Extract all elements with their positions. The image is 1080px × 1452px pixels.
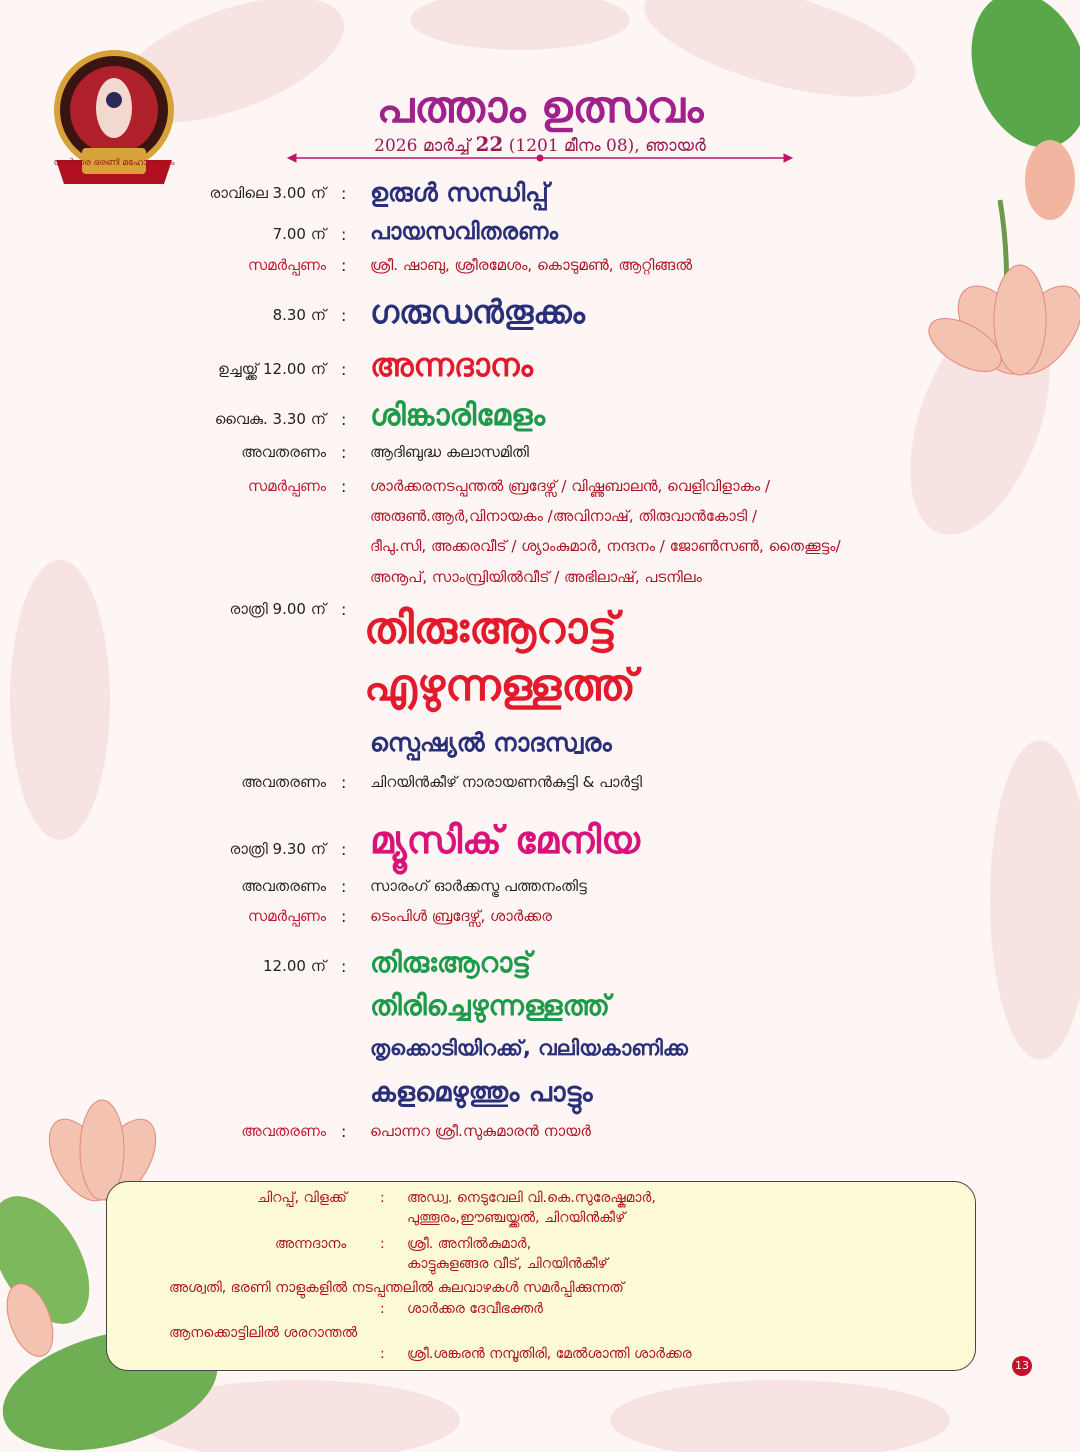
info-value: ശ്രീ.ശങ്കരൻ നമ്പൂതിരി, മേൽശാന്തി ശാർക്കര: [407, 1346, 692, 1362]
schedule-item: ചിറയിൻകീഴ് നാരായണൻകുട്ടി & പാർട്ടി: [370, 773, 643, 791]
schedule-time: രാത്രി 9.00 ന്: [229, 600, 326, 618]
separator: :: [341, 184, 347, 203]
schedule-item: പൊന്നറ ശ്രീ.സുകുമാരൻ നായർ: [370, 1122, 591, 1140]
separator: :: [380, 1236, 385, 1252]
schedule-item: പായസവിതരണം: [370, 219, 559, 245]
info-value: ശ്രീ. അനിൽകുമാർ,: [407, 1236, 532, 1252]
schedule-time: രാത്രി 9.30 ന്: [229, 840, 326, 858]
schedule-time: വൈകു. 3.30 ന്: [214, 410, 326, 428]
schedule-time: അവതരണം: [241, 443, 326, 461]
sponsor-line: ദീപു.സി, അക്കരവീട് / ശ്യാംകുമാർ, നന്ദനം / ജോൺസൺ, തൈക്കൂട്ടം/: [370, 537, 841, 555]
schedule-time: 7.00 ന്: [272, 225, 326, 243]
info-value: ശാർക്കര ദേവീഭക്തർ: [407, 1301, 543, 1317]
date-suffix: (1201 മീനം 08), ഞായർ: [508, 136, 706, 156]
page-title: പത്താം ഉത്സവം: [376, 82, 704, 133]
schedule-item: കളമെഴുത്തും പാട്ടും: [370, 1077, 593, 1108]
schedule-item: സ്പെഷ്യൽ നാദസ്വരം: [370, 728, 612, 757]
sponsor-line: അരുൺ.ആർ,വിനായകം /അവിനാഷ്, തിരുവാൻകോടി /: [370, 507, 758, 525]
separator: :: [341, 306, 347, 325]
schedule-item: സാരംഗ് ഓർക്കസ്ട്ര പത്തനംതിട്ട: [370, 877, 587, 895]
schedule-item: ശിങ്കാരിമേളം: [370, 398, 546, 433]
info-value: പുത്തൂരം,ഈഞ്ചയ്ക്കൽ, ചിറയിൻകീഴ്: [407, 1210, 626, 1226]
schedule-item: തിരുഃആറാട്ട്: [370, 946, 532, 979]
schedule-item: മ്യൂസിക് മേനിയ: [370, 818, 640, 862]
separator: :: [341, 443, 347, 462]
separator: :: [341, 477, 347, 496]
separator: :: [341, 225, 347, 244]
info-label: ആനക്കൊട്ടിലിൽ ശരറാന്തൽ: [169, 1325, 358, 1341]
separator: :: [341, 840, 347, 859]
separator: :: [341, 600, 347, 619]
schedule-item: ശ്രീ. ഷാബു, ശ്രീരമേശം, കൊടുമൺ, ആറ്റിങ്ങൽ: [370, 256, 693, 274]
schedule-time: 8.30 ന്: [272, 306, 326, 324]
separator: :: [341, 957, 347, 976]
schedule-item: തൃക്കൊടിയിറക്ക്, വലിയകാണിക്ക: [370, 1036, 688, 1060]
top-right-lotus: [920, 0, 1080, 387]
schedule-time: സമർപ്പണം: [247, 256, 326, 274]
separator: :: [341, 877, 347, 896]
highlight-line: എഴുന്നള്ളത്ത്: [364, 660, 636, 711]
date-day: 22: [475, 132, 504, 156]
separator: :: [341, 256, 347, 275]
schedule-time: അവതരണം: [241, 1122, 326, 1140]
info-value: അഡ്വ. നെടുവേലി വി.കെ.സുരേഷ്കുമാർ,: [407, 1190, 656, 1206]
schedule-time: 12.00 ന്: [263, 957, 326, 975]
schedule-item: തിരിച്ചെഴുന്നള്ളത്ത്: [370, 989, 610, 1022]
schedule-item: ഉരുൾ സന്ധിപ്പ്: [370, 178, 549, 207]
schedule-item: ടെംപിൾ ബ്രദേഴ്സ്, ശാർക്കര: [370, 907, 552, 925]
separator: :: [341, 1122, 347, 1141]
info-label: ചിറപ്പ്, വിളക്ക്: [257, 1190, 347, 1206]
schedule-time: സമർപ്പണം: [247, 477, 326, 495]
schedule-item: ആദിബുദ്ധ കലാസമിതി: [370, 443, 529, 461]
schedule-item: ഗരുഡൻതൂക്കം: [370, 293, 585, 331]
separator: :: [380, 1301, 385, 1317]
info-label: അശ്വതി, ഭരണി നാളുകളിൽ നടപ്പന്തലിൽ കുലവാഴകൾ സമർപ്പിക്കുന്നത്: [169, 1280, 624, 1296]
sponsor-line: ശാർക്കരനടപ്പന്തൽ ബ്രദേഴ്സ് / വിഷ്ണുബാലൻ, വെളിവിളാകം /: [370, 477, 771, 495]
logo-text: ശാർക്കര ഭരണി മഹോത്സവം: [53, 158, 175, 168]
schedule-time: അവതരണം: [241, 877, 326, 895]
sponsor-line: അനൂപ്, സാംമ്പ്രിയിൽവീട് / അഭിലാഷ്, പടനിലം: [370, 568, 702, 586]
separator: :: [341, 773, 347, 792]
page-number: 13: [1012, 1356, 1032, 1376]
schedule-time: അവതരണം: [241, 773, 326, 791]
highlight-line: തിരുഃആറാട്ട്: [364, 603, 618, 654]
schedule-time: സമർപ്പണം: [247, 907, 326, 925]
schedule-time: രാവിലെ 3.00 ന്: [209, 184, 326, 202]
schedule-time: ഉച്ചയ്ക്ക് 12.00 ന്: [217, 360, 326, 378]
separator: :: [341, 360, 347, 379]
event-date: [0, 132, 1080, 156]
schedule-item: അന്നദാനം: [370, 346, 533, 384]
separator: :: [341, 907, 347, 926]
info-value: കാട്ടുകുളങ്ങര വീട്, ചിറയിൻകീഴ്: [407, 1256, 608, 1272]
separator: :: [380, 1346, 385, 1362]
separator: :: [341, 410, 347, 429]
separator: :: [380, 1190, 385, 1206]
info-label: അന്നദാനം: [275, 1236, 347, 1252]
sponsor-info-box: [106, 1181, 976, 1371]
date-prefix: 2026 മാർച്ച്: [374, 136, 471, 156]
